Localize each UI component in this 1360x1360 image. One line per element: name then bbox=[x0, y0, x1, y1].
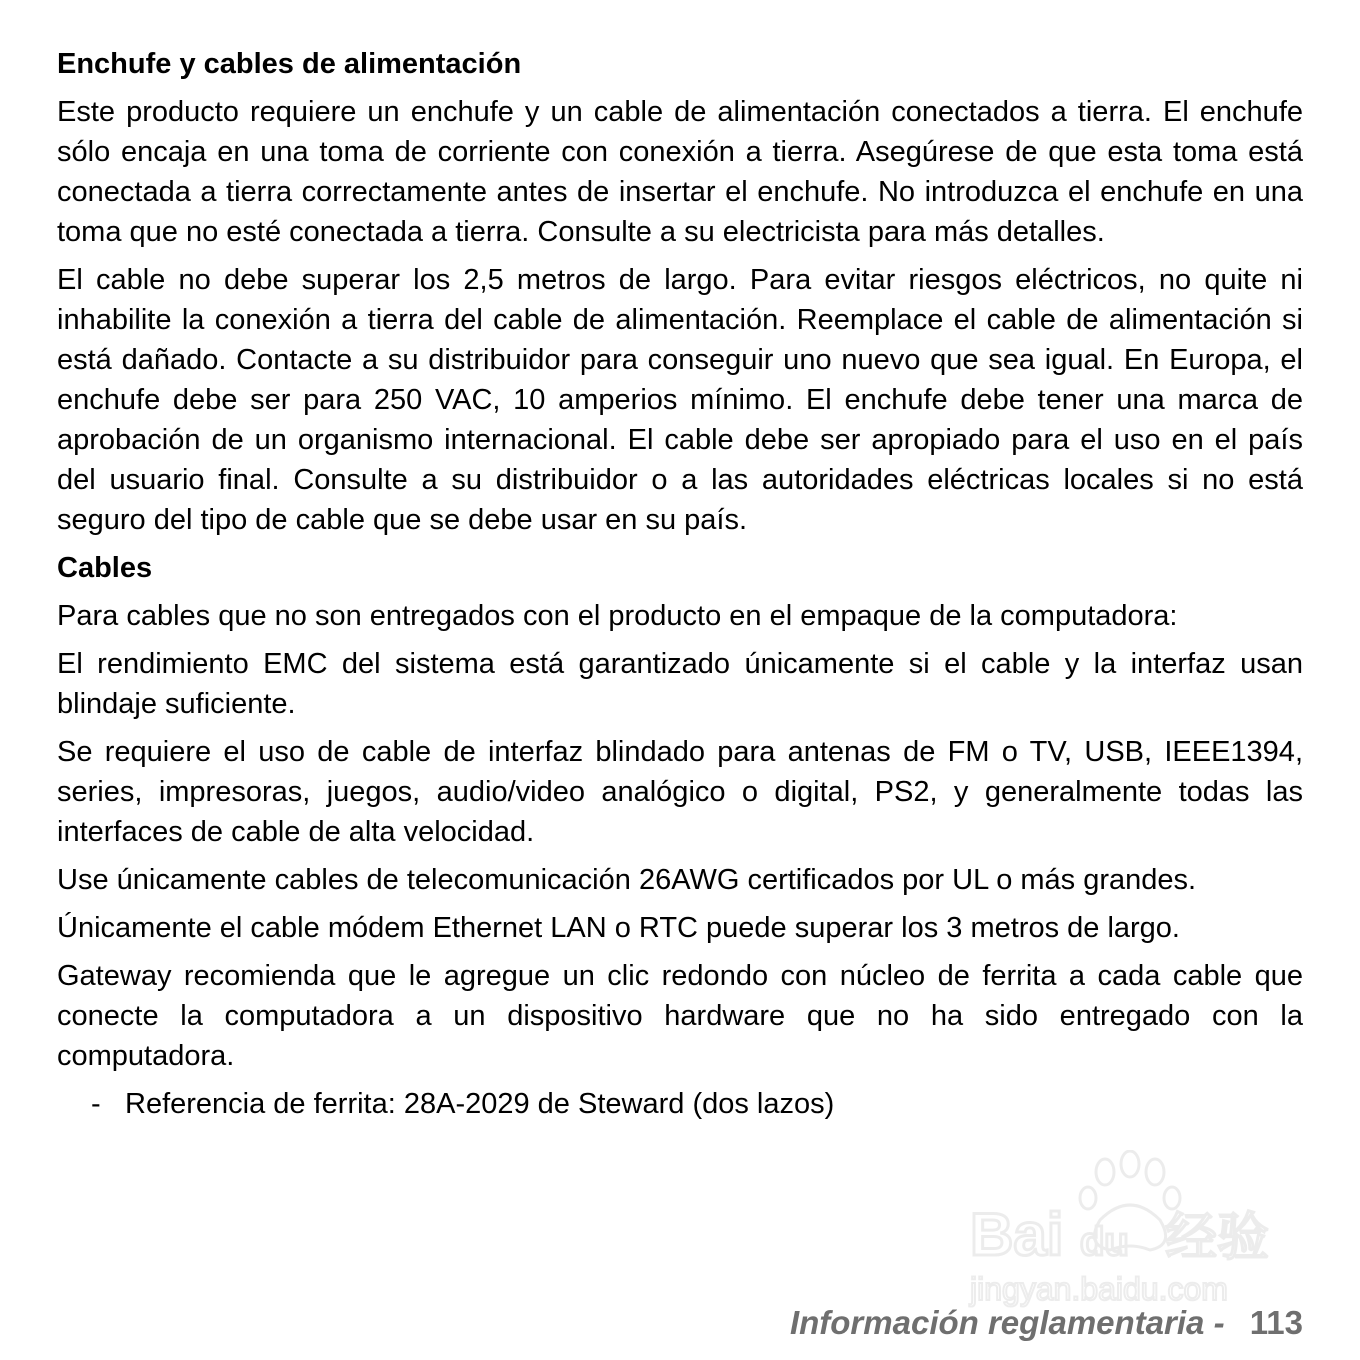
paragraph: Este producto requiere un enchufe y un cable de alimentación conectados a tierra. El enchufe sólo encaja en una toma de corriente con conexión a tierra. Asegúrese de que esta toma está conectada a tierra correctamente antes de insertar el enchufe. No introduzca el enchufe en una toma que no esté conectada a tierra. Consulte a su electricista para más detalles. bbox=[57, 96, 1303, 248]
section-heading-cables: Cables bbox=[57, 552, 153, 584]
dash-bullet: - bbox=[91, 1088, 101, 1120]
footer-section-title: Información reglamentaria bbox=[789, 1304, 1205, 1341]
ferrite-list bbox=[57, 1084, 1303, 1124]
paragraph: Únicamente el cable módem Ethernet LAN o RTC puede superar los 3 metros de largo. bbox=[57, 912, 1180, 944]
document-page bbox=[57, 44, 1303, 1124]
list-item-text: Referencia de ferrita: 28A-2029 de Steward (dos lazos) bbox=[125, 1088, 835, 1120]
footer-separator: - bbox=[1213, 1304, 1225, 1341]
svg-text:经验: 经验 bbox=[1165, 1208, 1270, 1268]
paragraph: Para cables que no son entregados con el producto en el empaque de la computadora: bbox=[57, 600, 1178, 632]
paragraph: El cable no debe superar los 2,5 metros de largo. Para evitar riesgos eléctricos, no quite ni inhabilite la conexión a tierra del cable de alimentación. Reemplace el cable de alimentación si está dañado. Contacte a su distribuidor para conseguir uno nuevo que sea igual. En Europa, el enchufe debe ser para 250 VAC, 10 amperios mínimo. El enchufe debe tener una marca de aprobación de un organismo internacional. El cable debe ser apropiado para el uso en el país del usuario final. Consulte a su distribuidor o a las autoridades eléctricas locales si no está seguro del tipo de cable que se debe usar en su país. bbox=[57, 264, 1303, 536]
paragraph: Gateway recomienda que le agregue un clic redondo con núcleo de ferrita a cada cable que conecte la computadora a un dispositivo hardware que no ha sido entregado con la computadora. bbox=[57, 960, 1303, 1072]
paragraph: Se requiere el uso de cable de interfaz blindado para antenas de FM o TV, USB, IEEE1394, series, impresoras, juegos, audio/video analógico o digital, PS2, y generalmente todas las interfaces de cable de alta velocidad. bbox=[57, 736, 1303, 848]
watermark-logo-text: Bai bbox=[970, 1201, 1064, 1268]
watermark-url-text: jingyan.baidu.com bbox=[970, 1271, 1228, 1307]
paragraph: Use únicamente cables de telecomunicación 26AWG certificados por UL o más grandes. bbox=[57, 864, 1197, 896]
svg-text:du: du bbox=[1080, 1220, 1129, 1264]
list-item bbox=[57, 1084, 1303, 1124]
paragraph: El rendimiento EMC del sistema está garantizado únicamente si el cable y la interfaz usan blindaje suficiente. bbox=[57, 648, 1303, 720]
page-footer bbox=[790, 1304, 1303, 1342]
baidu-watermark-logo bbox=[960, 1150, 1290, 1310]
page-number: 113 bbox=[1249, 1304, 1303, 1341]
section-heading-power: Enchufe y cables de alimentación bbox=[57, 48, 522, 80]
